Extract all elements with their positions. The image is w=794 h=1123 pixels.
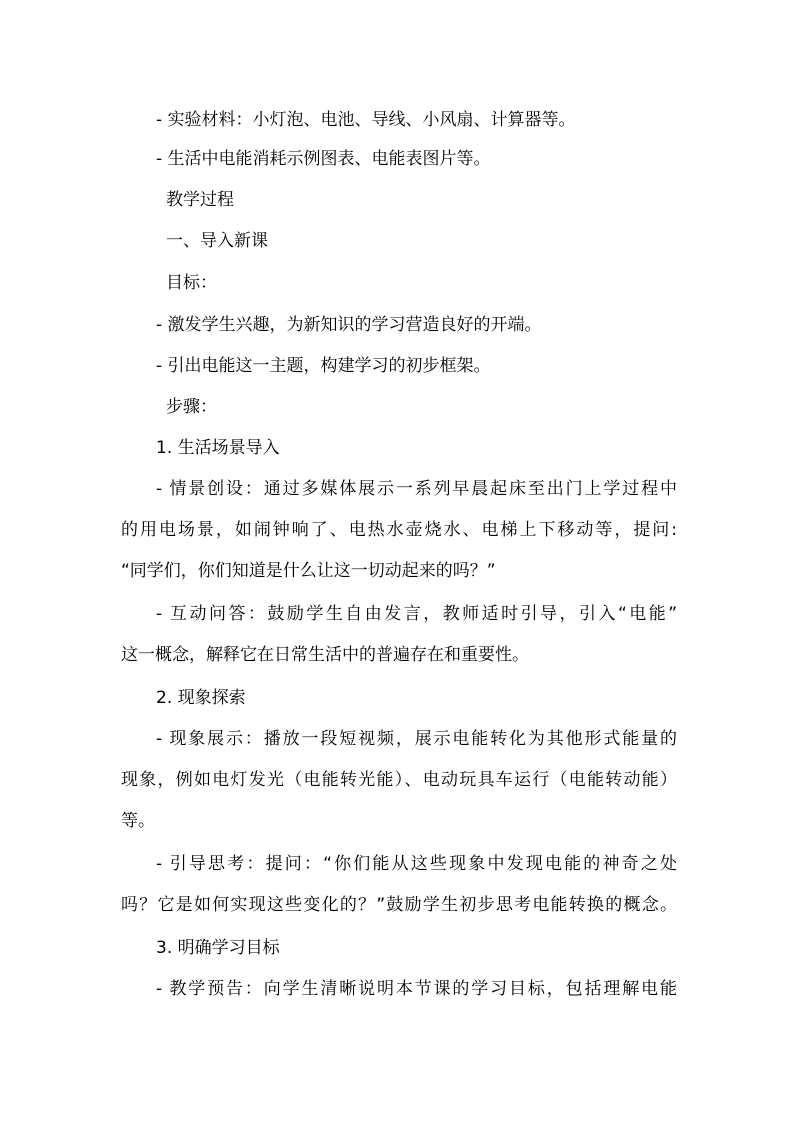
- goal-item: - 引出电能这一主题，构建学习的初步框架。: [156, 356, 491, 376]
- paragraph-line: - 引导思考：提问：“你们能从这些现象中发现电能的神奇之处: [156, 854, 677, 874]
- subsection-heading: 一、导入新课: [166, 231, 268, 251]
- steps-label: 步骤：: [166, 397, 217, 417]
- section-heading: 教学过程: [166, 190, 234, 210]
- paragraph-line: - 情景创设：通过多媒体展示一系列早晨起床至出门上学过程中: [156, 479, 677, 499]
- paragraph-line: 吗？它是如何实现这些变化的？”鼓励学生初步思考电能转换的概念。: [121, 895, 677, 915]
- materials-list-line: - 生活中电能消耗示例图表、电能表图片等。: [156, 149, 491, 169]
- materials-list-line: - 实验材料：小灯泡、电池、导线、小风扇、计算器等。: [156, 110, 576, 130]
- paragraph-line: 现象，例如电灯发光（电能转光能）、电动玩具车运行（电能转动能）: [121, 770, 677, 790]
- step-heading: 1. 生活场景导入: [156, 438, 280, 458]
- step-heading: 2. 现象探索: [156, 688, 246, 708]
- paragraph-line: 这一概念，解释它在日常生活中的普遍存在和重要性。: [121, 645, 529, 665]
- paragraph-line: “同学们，你们知道是什么让这一切动起来的吗？”: [121, 561, 496, 581]
- goal-label: 目标：: [166, 273, 217, 293]
- step-heading: 3. 明确学习目标: [156, 938, 280, 958]
- paragraph-line: 等。: [121, 811, 155, 831]
- paragraph-line: - 互动问答：鼓励学生自由发言，教师适时引导，引入“电能”: [156, 604, 677, 624]
- paragraph-line: - 教学预告：向学生清晰说明本节课的学习目标，包括理解电能: [156, 979, 677, 999]
- paragraph-line: 的用电场景，如闹钟响了、电热水壶烧水、电梯上下移动等，提问:: [121, 520, 677, 540]
- goal-item: - 激发学生兴趣，为新知识的学习营造良好的开端。: [156, 315, 542, 335]
- paragraph-line: - 现象展示：播放一段短视频，展示电能转化为其他形式能量的: [156, 729, 677, 749]
